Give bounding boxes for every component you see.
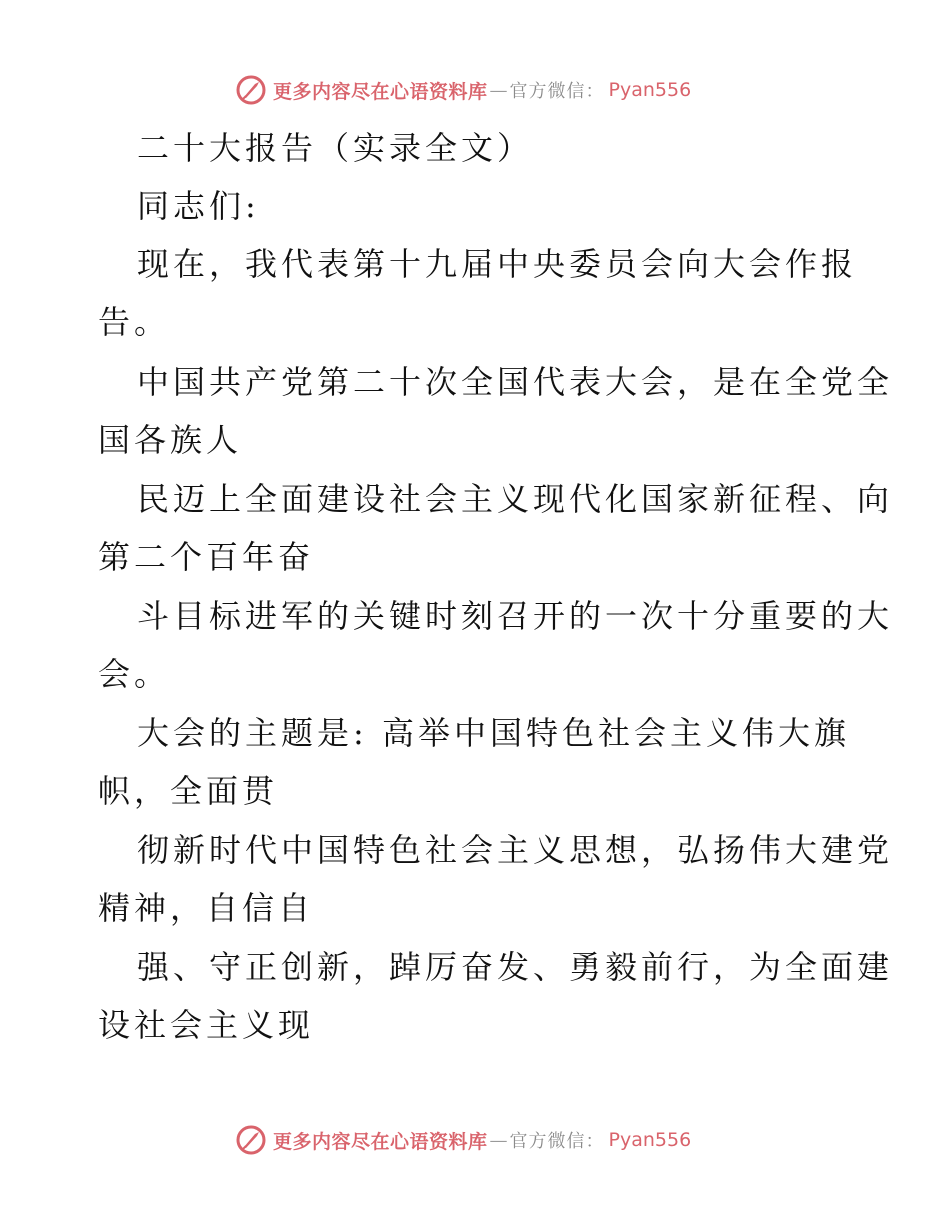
watermark-site-text: 更多内容尽在心语资料库 bbox=[273, 1130, 488, 1153]
paragraph-line: 国各族人 bbox=[98, 421, 243, 459]
watermark-wechat-label: 官方微信： bbox=[509, 1131, 605, 1152]
paragraph-line: 精神，自信自 bbox=[98, 889, 315, 927]
watermark-site-text: 更多内容尽在心语资料库 bbox=[273, 80, 488, 103]
paragraph-line: 民迈上全面建设社会主义现代化国家新征程、向 bbox=[137, 480, 894, 518]
paragraph-line: 彻新时代中国特色社会主义思想，弘扬伟大建党 bbox=[137, 831, 894, 869]
paragraph-line: 会。 bbox=[98, 655, 171, 693]
watermark-separator: — bbox=[489, 79, 508, 101]
paragraph-line: 现在，我代表第十九届中央委员会向大会作报 bbox=[137, 245, 858, 283]
watermark-wechat-id: Pyan556 bbox=[608, 1129, 692, 1151]
quill-pen-seal-icon bbox=[235, 74, 267, 106]
watermark-wechat-id: Pyan556 bbox=[608, 79, 692, 101]
watermark-wechat-label: 官方微信： bbox=[509, 81, 605, 102]
paragraph-line: 强、守正创新，踔厉奋发、勇毅前行，为全面建 bbox=[137, 948, 894, 986]
paragraph-line: 帜，全面贯 bbox=[98, 772, 279, 810]
paragraph-line: 第二个百年奋 bbox=[98, 538, 315, 576]
quill-pen-seal-icon bbox=[235, 1124, 267, 1156]
header-watermark bbox=[235, 72, 691, 108]
paragraph-line: 告。 bbox=[98, 303, 171, 341]
paragraph-line: 大会的主题是: 高举中国特色社会主义伟大旗 bbox=[137, 714, 850, 752]
watermark-separator: — bbox=[489, 1129, 508, 1151]
paragraph-line: 设社会主义现 bbox=[98, 1006, 315, 1044]
salutation: 同志们: bbox=[137, 187, 260, 225]
document-title: 二十大报告（实录全文） bbox=[137, 129, 534, 167]
paragraph-line: 中国共产党第二十次全国代表大会，是在全党全 bbox=[137, 363, 894, 401]
footer-watermark bbox=[235, 1122, 691, 1158]
paragraph-line: 斗目标进军的关键时刻召开的一次十分重要的大 bbox=[137, 597, 894, 635]
